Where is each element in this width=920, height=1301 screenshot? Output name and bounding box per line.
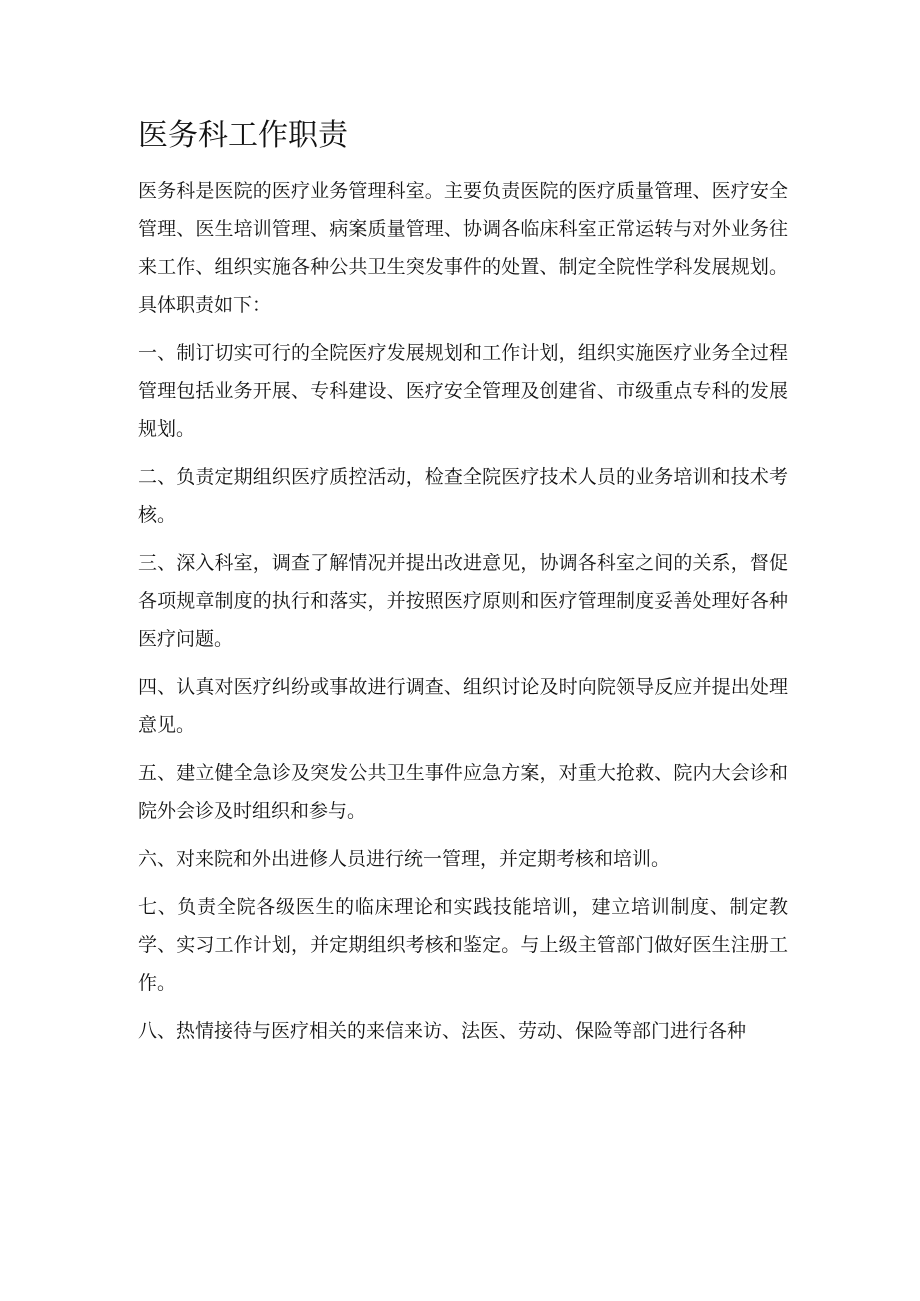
paragraph-duty-6: 六、对来院和外出进修人员进行统一管理，并定期考核和培训。 bbox=[138, 848, 671, 870]
paragraph-duty-8: 八、热情接待与医疗相关的来信来访、法医、劳动、保险等部门进行各种 bbox=[138, 1020, 747, 1042]
paragraph-duty-5: 五、建立健全急诊及突发公共卫生事件应急方案，对重大抢救、院内大会诊和院外会诊及时组织和参与。 bbox=[138, 762, 788, 822]
document-title: 医务科工作职责 bbox=[138, 118, 348, 153]
paragraph-intro: 医务科是医院的医疗业务管理科室。主要负责医院的医疗质量管理、医疗安全管理、医生培训管理、病案质量管理、协调各临床科室正常运转与对外业务往来工作、组织实施各种公共卫生突发事件的处置、制定全院性学科发展规划。具体职责如下： bbox=[138, 180, 788, 316]
paragraph-duty-1: 一、制订切实可行的全院医疗发展规划和工作计划，组织实施医疗业务全过程管理包括业务开展、专科建设、医疗安全管理及创建省、市级重点专科的发展规划。 bbox=[138, 342, 788, 440]
paragraph-duty-2: 二、负责定期组织医疗质控活动，检查全院医疗技术人员的业务培训和技术考核。 bbox=[138, 466, 788, 526]
paragraph-duty-7: 七、负责全院各级医生的临床理论和实践技能培训，建立培训制度、制定教学、实习工作计划，并定期组织考核和鉴定。与上级主管部门做好医生注册工作。 bbox=[138, 896, 788, 994]
document-body bbox=[138, 172, 788, 1060]
paragraph-duty-4: 四、认真对医疗纠纷或事故进行调查、组织讨论及时向院领导反应并提出处理意见。 bbox=[138, 676, 788, 736]
paragraph-duty-3: 三、深入科室，调查了解情况并提出改进意见，协调各科室之间的关系，督促各项规章制度的执行和落实，并按照医疗原则和医疗管理制度妥善处理好各种医疗问题。 bbox=[138, 552, 788, 650]
